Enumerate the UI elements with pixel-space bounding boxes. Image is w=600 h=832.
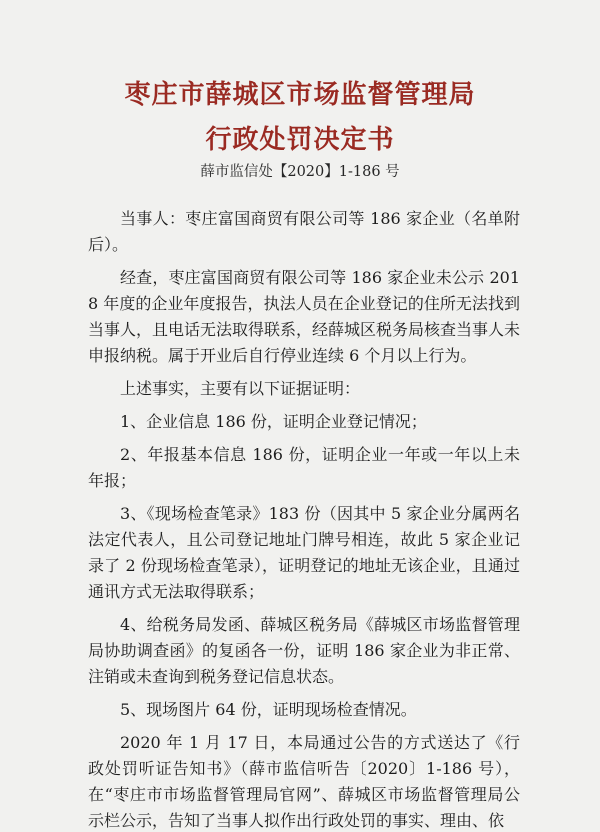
paragraph-notice: 2020 年 1 月 17 日，本局通过公告的方式送达了《行政处罚听证告知书》（薛市监信听告〔2020〕1-186 号），在“枣庄市市场监督管理局官网”、薛城区市场监督管理局公示栏公示，告知了当事人拟作出行政处罚的事实、理由、依 bbox=[88, 733, 520, 830]
paragraph-evidence-4: 4、给税务局发函、薛城区税务局《薛城区市场监督管理局协助调查函》的复函各一份，证明 186 家企业为非正常、注销或未查询到税务登记信息状态。 bbox=[88, 615, 520, 686]
paragraph-party: 当事人：枣庄富国商贸有限公司等 186 家企业（名单附后）。 bbox=[88, 209, 520, 254]
agency-title: 枣庄市薛城区市场监督管理局 bbox=[124, 80, 476, 110]
paragraph-findings: 经查，枣庄富国商贸有限公司等 186 家企业未公示 2018 年度的企业年度报告，执法人员在企业登记的住所无法找到当事人，且电话无法取得联系，经薛城区税务局核查当事人未申报纳税。属于开业后自行停业连续 6 个月以上行为。 bbox=[88, 268, 521, 365]
paragraph-evidence-2: 2、年报基本信息 186 份，证明企业一年或一年以上未年报； bbox=[88, 445, 520, 490]
paragraph-evidence-5: 5、现场图片 64 份，证明现场检查情况。 bbox=[120, 700, 417, 719]
paragraph-evidence-intro: 上述事实，主要有以下证据证明： bbox=[120, 379, 361, 398]
paragraph-evidence-1: 1、企业信息 186 份，证明企业登记情况； bbox=[120, 412, 427, 431]
document-number: 薛市监信处【2020】1-186 号 bbox=[200, 164, 400, 180]
document-title: 行政处罚决定书 bbox=[205, 125, 395, 155]
document-body bbox=[88, 206, 520, 832]
paragraph-evidence-3: 3、《现场检查笔录》183 份（因其中 5 家企业分属两名法定代表人，且公司登记地址门牌号相连，故此 5 家企业记录了 2 份现场检查笔录），证明登记的地址无该企业，且通过通讯方式无法取得联系； bbox=[88, 504, 520, 601]
